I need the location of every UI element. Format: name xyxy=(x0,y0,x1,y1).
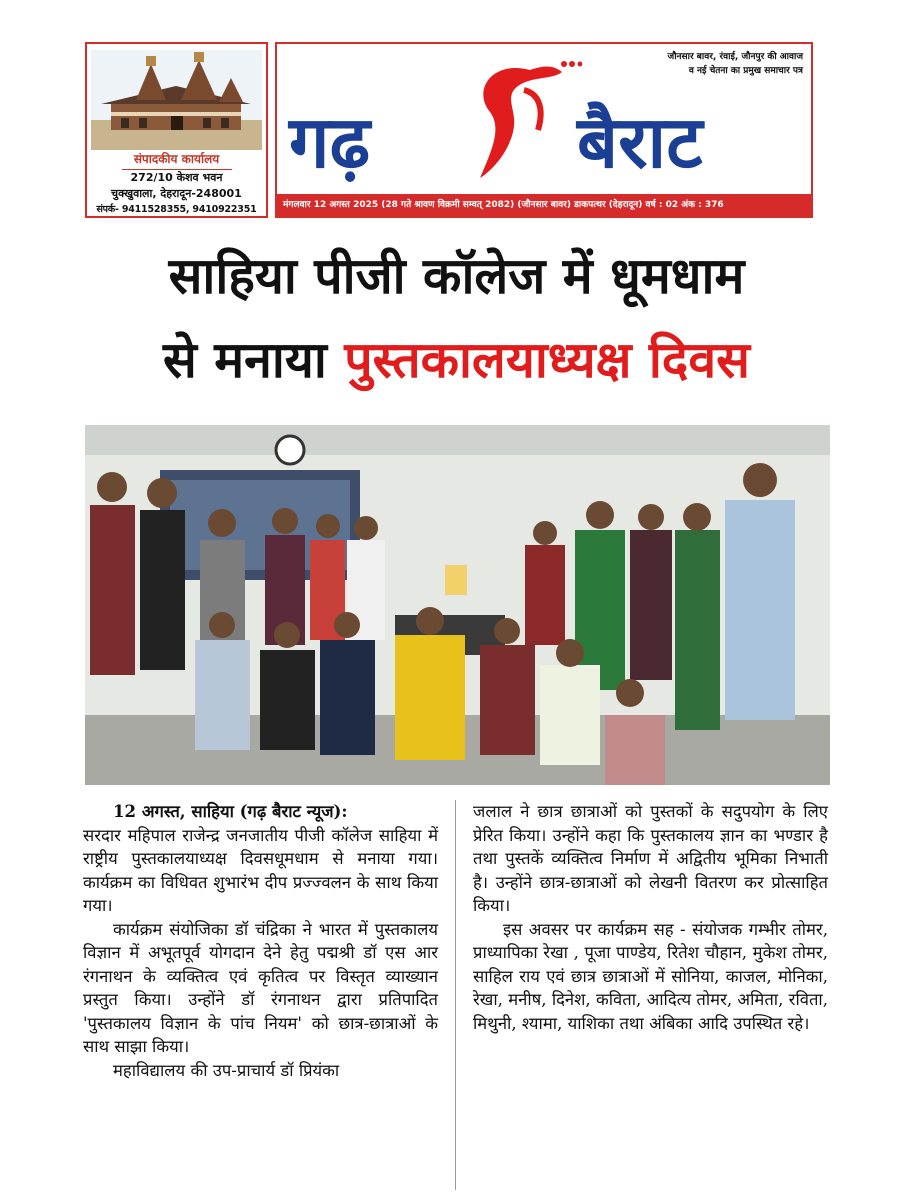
newspaper-masthead xyxy=(275,42,813,218)
headline-line1: साहिया पीजी कॉलेज में धूमधाम xyxy=(168,247,745,305)
tagline-line1: जौनसार बावर, रंवाई, जौनपुर की आवाज xyxy=(667,52,803,62)
event-group-photo xyxy=(85,425,830,785)
article-paragraph-1: सरदार महिपाल राजेन्द्र जनजातीय पीजी कॉलेज साहिया में राष्ट्रीय पुस्तकालयाध्यक्ष दिवसधूमधाम से मनाया गया। कार्यक्रम का विधिवत शुभारंभ दीप प्रज्ज्वलन के साथ किया गया। xyxy=(83,825,438,915)
column-divider xyxy=(455,800,456,1190)
office-title: संपादकीय कार्यालय xyxy=(87,150,266,170)
office-contact: संपर्क- 9411528355, 9410922351 xyxy=(96,204,257,215)
logo-text-right: बैराट xyxy=(577,99,703,184)
article-paragraph-5: इस अवसर पर कार्यक्रम सह - संयोजक गम्भीर तोमर, प्राध्यापिका रेखा , पूजा पाण्डेय, रितेश चौहान, मुकेश तोमर, साहिल राय एवं छात्र छात्राओं में सोनिया, काजल, मोनिका, रेखा, मनीष, दिनेश, कविता, आदित्य तोमर, अमिता, रविता, मिथुनी, श्यामा, याशिका तथा अंबिका आदि उपस्थित रहे। xyxy=(473,919,828,1033)
headline-line2-prefix: से मनाया xyxy=(163,331,345,389)
logo-text-left: गढ़ xyxy=(289,99,371,184)
temple-illustration xyxy=(91,50,262,150)
article-column-left xyxy=(83,800,438,1082)
headline-line2-highlight: पुस्तकालयाध्यक्ष दिवस xyxy=(344,331,750,389)
editorial-office-box xyxy=(85,42,268,218)
logo-brush-mark-icon xyxy=(452,50,582,190)
article-paragraph-3: महाविद्यालय की उप-प्राचार्य डॉ प्रियंका xyxy=(113,1060,340,1080)
masthead-tagline xyxy=(583,50,803,78)
article-column-right xyxy=(473,800,828,1035)
office-address-line2: चुक्खुवाला, देहरादून-248001 xyxy=(111,187,242,200)
article-byline: 12 अगस्त, साहिया (गढ़ बैराट न्यूज): xyxy=(113,801,348,821)
headline-line2 xyxy=(40,332,873,390)
dateline-strip: मंगलवार 12 अगस्त 2025 (28 गते श्रावण विक्रमी सम्वत् 2082) (जौनसार बावर) डाकपत्थर (देहरादून) वर्ष : 02 अंक : 376 xyxy=(277,194,811,216)
article-paragraph-2: कार्यक्रम संयोजिका डॉ चंद्रिका ने भारत में पुस्तकालय विज्ञान में अभूतपूर्व योगदान देने हेतु पद्मश्री डॉ एस आर रंगनाथन के व्यक्तित्व एवं कृतित्व पर विस्तृत व्याख्यान प्रस्तुत किया। उन्होंने डॉ रंगनाथन द्वारा प्रतिपादित 'पुस्तकालय विज्ञान के पांच नियम' को छात्र-छात्राओं के साथ साझा किया। xyxy=(83,919,438,1056)
tagline-line2: व नई चेतना का प्रमुख समाचार पत्र xyxy=(688,66,803,76)
office-address-line1: 272/10 केशव भवन xyxy=(130,171,223,184)
article-paragraph-4: जलाल ने छात्र छात्राओं को पुस्तकों के सदुपयोग के लिए प्रेरित किया। उन्होंने कहा कि पुस्तकालय ज्ञान का भण्डार है तथा पुस्तकें व्यक्तित्व निर्माण में अद्वितीय भूमिका निभाती है। उन्होंने छात्र-छात्राओं को लेखनी वितरण कर प्रोत्साहित किया। xyxy=(473,802,828,915)
group-photo-illustration xyxy=(85,425,830,785)
